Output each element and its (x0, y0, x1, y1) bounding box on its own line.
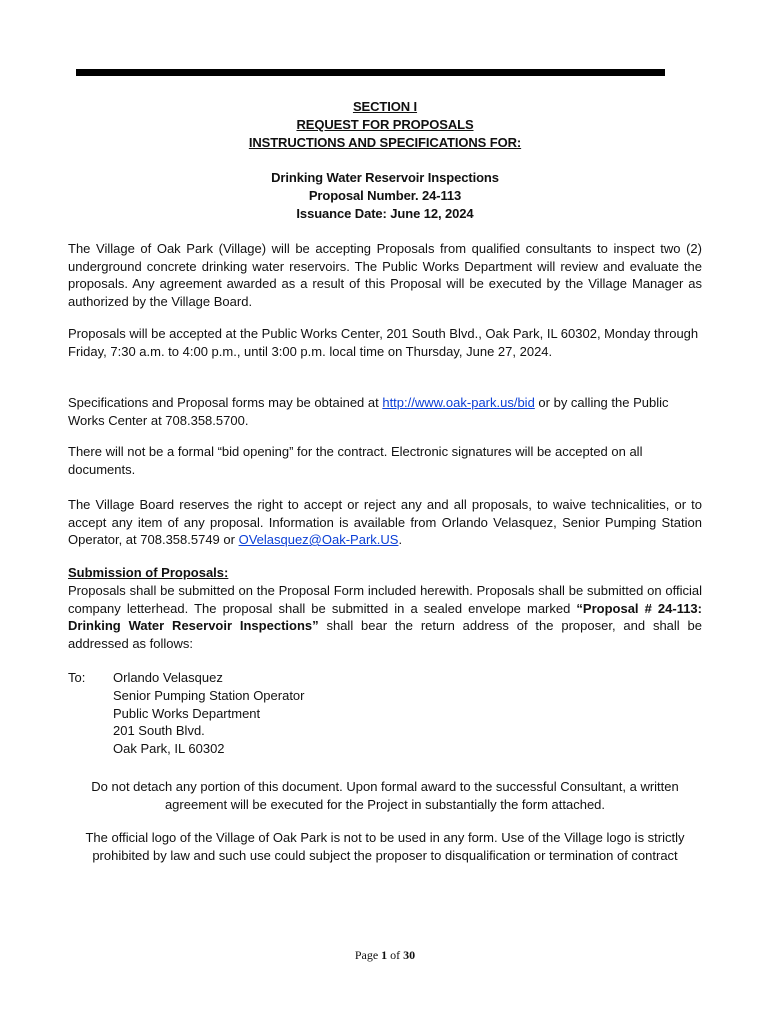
specifications-paragraph (68, 394, 702, 429)
bid-link[interactable]: http://www.oak-park.us/bid (382, 395, 535, 410)
board-paragraph (68, 496, 702, 549)
intro-paragraph: The Village of Oak Park (Village) will be accepting Proposals from qualified consultants to inspect two (2) underground concrete drinking water reservoirs. The Public Works Department will review and evaluate the proposals. Any agreement awarded as a result of this Proposal will be executed by the Village Manager as authorized by the Village Board. (68, 241, 702, 309)
email-link[interactable]: OVelasquez@Oak-Park.US (238, 532, 399, 547)
submission-paragraph (68, 582, 702, 652)
address-department: Public Works Department (113, 705, 261, 721)
page-current: 1 (381, 948, 388, 962)
submission-text-end: shall bear the return address of the proposer, and shall be addressed as follows: (68, 618, 702, 651)
specifications-text-end: or by calling the Public Works Center at 708.358.5700. (68, 395, 669, 428)
project-title: Drinking Water Reservoir Inspections (271, 170, 499, 185)
board-text-end: . (398, 532, 403, 547)
of-word: of (390, 948, 401, 962)
logo-notice: The official logo of the Village of Oak Park is not to be used in any form. Use of the Village logo is strictly prohibited by law and such use could subject the proposer to disqualification or termination of contract (85, 830, 685, 863)
instructions-heading: INSTRUCTIONS AND SPECIFICATIONS FOR: (248, 135, 522, 150)
page-word: Page (354, 948, 379, 962)
page-total: 30 (403, 948, 416, 962)
acceptance-paragraph: Proposals will be accepted at the Public Works Center, 201 South Blvd., Oak Park, IL 60302, Monday through Friday, 7:30 a.m. to 4:00 p.m., until 3:00 p.m. local time on Thursday, June 27, 2024. (68, 326, 699, 359)
proposal-number: Proposal Number. 24-113 (308, 188, 462, 203)
address-title: Senior Pumping Station Operator (113, 687, 305, 703)
submission-heading: Submission of Proposals: (68, 565, 229, 580)
detach-notice: Do not detach any portion of this document. Upon formal award to the successful Consultant, a written agreement will be executed for the Project in substantially the form attached. (91, 779, 679, 812)
page-footer (0, 948, 770, 963)
specifications-text: Specifications and Proposal forms may be obtained at (68, 395, 383, 410)
submission-marking: “Proposal # 24-113: Drinking Water Reservoir Inspections” (68, 600, 702, 633)
board-text: The Village Board reserves the right to accept or reject any and all proposals, to waive technicalities, or to accept any item of any proposal. Information is available from Orlando Velasquez, Senior Pumping Station Operator, at 708.358.5749 or (68, 497, 702, 547)
to-label: To: (68, 670, 86, 685)
rfp-heading: REQUEST FOR PROPOSALS (296, 117, 474, 132)
address-city: Oak Park, IL 60302 (113, 741, 225, 757)
section-heading: SECTION I (352, 99, 418, 114)
bid-opening-paragraph: There will not be a formal “bid opening” for the contract. Electronic signatures will be accepted on all documents. (68, 444, 643, 477)
issuance-date: Issuance Date: June 12, 2024 (296, 206, 474, 221)
address-name: Orlando Velasquez (113, 670, 223, 685)
top-rule (76, 69, 665, 76)
address-street: 201 South Blvd. (113, 723, 205, 739)
submission-text: Proposals shall be submitted on the Proposal Form included herewith. Proposals shall be submitted on official company letterhead. The proposal shall be submitted in a sealed envelope marked (68, 583, 702, 616)
